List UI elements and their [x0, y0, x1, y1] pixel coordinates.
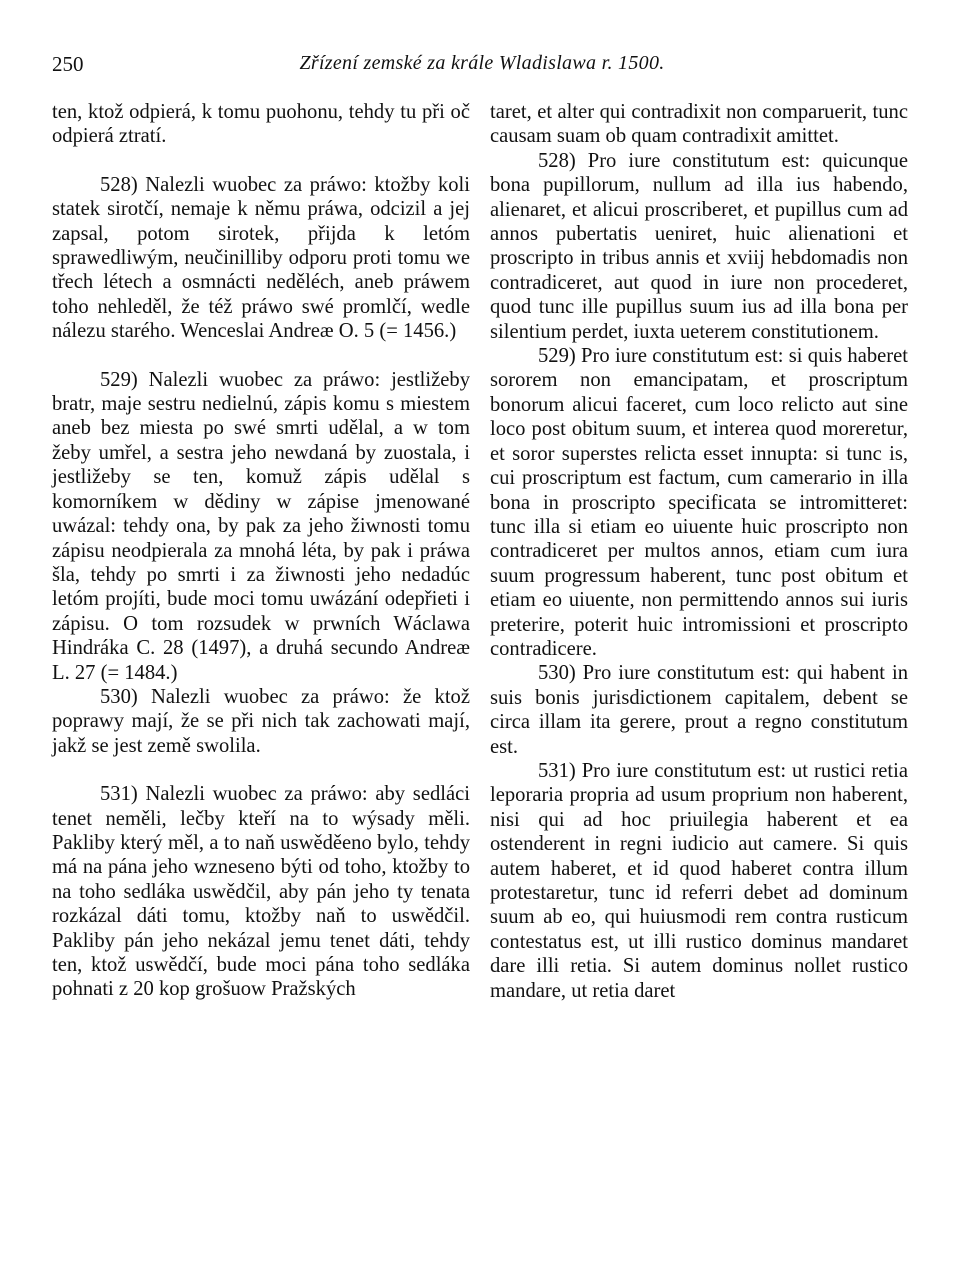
czech-paragraph: ten, ktož odpierá, k tomu puohonu, tehdy tu při oč odpierá ztratí.	[52, 101, 470, 148]
czech-paragraph: 529) Nalezli wuobec za práwo: jestližeby bratr, maje sestru nedielnú, zápis komu s miestem aneb bez miesta po swé smrti udělal, a w tom žeby umřel, a sestra jeho newdaná by zuostala, i jestližeby se ten, komuž zápis udělal s komorníkem w dědiny w zápise jmenowané uwázal: tehdy ona, by pak za jeho žiwnosti tomu zápisu neodpierala za mnohá léta, by pak i práwa šla, tehdy po smrti i za žiwnosti jeho nedadúc letóm projíti, bude moci tomu uwázání odepřieti i zápisu. O tom rozsudek w prwních Wáclawa Hindráka C. 28 (1497), a druhá secundo Andreæ L. 27 (= 1484.)	[52, 368, 470, 684]
czech-paragraph: 528) Nalezli wuobec za práwo: ktožby koli statek sirotčí, nemaje k němu práwa, odcizil a jej zapsal, potom sirotek, přijda k letóm sprawedliwým, neučinilliby odporu proti tomu we třech létech a osmnácti neděléch, aneb práwem toho nehleděl, že též práwo swé promlčí, wedle nálezu starého. Wenceslai Andreæ O. 5 (= 1456.)	[52, 173, 470, 343]
latin-paragraph: 530) Pro iure constitutum est: qui habent in suis bonis jurisdictionem capitalem, debent se circa illam ita gerere, prout a regno constitutum est.	[490, 662, 908, 758]
latin-column	[490, 100, 908, 1003]
page-header	[52, 52, 912, 84]
czech-paragraph: 531) Nalezli wuobec za práwo: aby sedláci tenet neměli, lečby kteří na to wýsady měli. Pakliby který měl, a to naň uswěděeno bylo, tehdy má na pána jeho wzneseno býti od toho, ktožby to na toho sedláka uswědčil, aby pán jeho ty tenata rozkázal dáti tomu, ktožby naň to uswědčil. Pakliby pán jeho nekázal jemu tenet dáti, tehdy ten, ktož uswědčí, bude moci pána toho sedláka pohnati z 20 kop grošuow Pražských	[52, 783, 470, 1001]
latin-paragraph: 529) Pro iure constitutum est: si quis haberet sororem non emancipatam, et proscriptum bonorum alicui faceret, cum loco relicto aut sine loco post obitum suum, et interea quod moreretur, et soror superstes relicta esset innupta: si tunc is, cui proscriptum est factum, cum camerario in illa bona in proscripto specificata se intromitteret: tunc illa si etiam eo uiuente huic proscripto non contradiceret per multos annos, etiam cum iura suum progressum haberent, tunc post obitum et etiam eo uiuente, non permittendo annos sui iuris preterire, poterit huic intromissioni et proscripto contradicere.	[490, 345, 908, 660]
czech-paragraph: 530) Nalezli wuobec za práwo: že ktož poprawy mají, že se při nich tak zachowati mají, jakž se jest země swolila.	[52, 685, 470, 757]
running-title: Zřízení zemské za krále Wladislawa r. 1500.	[299, 52, 665, 74]
latin-paragraph: 528) Pro iure constitutum est: quicunque bona pupillorum, nullum ad illa ius habendo, alienaret, et alicui proscriberet, et pupillus cum ad annos pubertatis ueniret, huic alienationi et proscripto in tribus annis et xviij hebdomadis non contradiceret, aut quod in iure non procederet, quod tunc ille pupillus suum ius ad illa bona per silentium perdet, iuxta ueterem constitutionem.	[490, 149, 908, 343]
czech-column	[52, 100, 470, 1002]
latin-paragraph: 531) Pro iure constitutum est: ut rustici retia leporaria propria ad usum proprium non haberent, nisi qui ad hoc priuilegia haberent et ea ostenderent in regni iudicio aut camere. Si quis autem haberet, et id quod haberet contra illum protestaretur, tunc id referri debet ad dominum suum ab eo, qui huiusmodi rem contra rusticum contestatus est, ut illi rustico dominus mandaret dare illi retia. Si autem dominus nollet rustico mandare, ut retia daret	[490, 759, 908, 1002]
latin-paragraph: taret, et alter qui contradixit non comparuerit, tunc causam suam ob quam contradixit amittet.	[490, 101, 908, 148]
page-number: 250	[52, 52, 84, 76]
